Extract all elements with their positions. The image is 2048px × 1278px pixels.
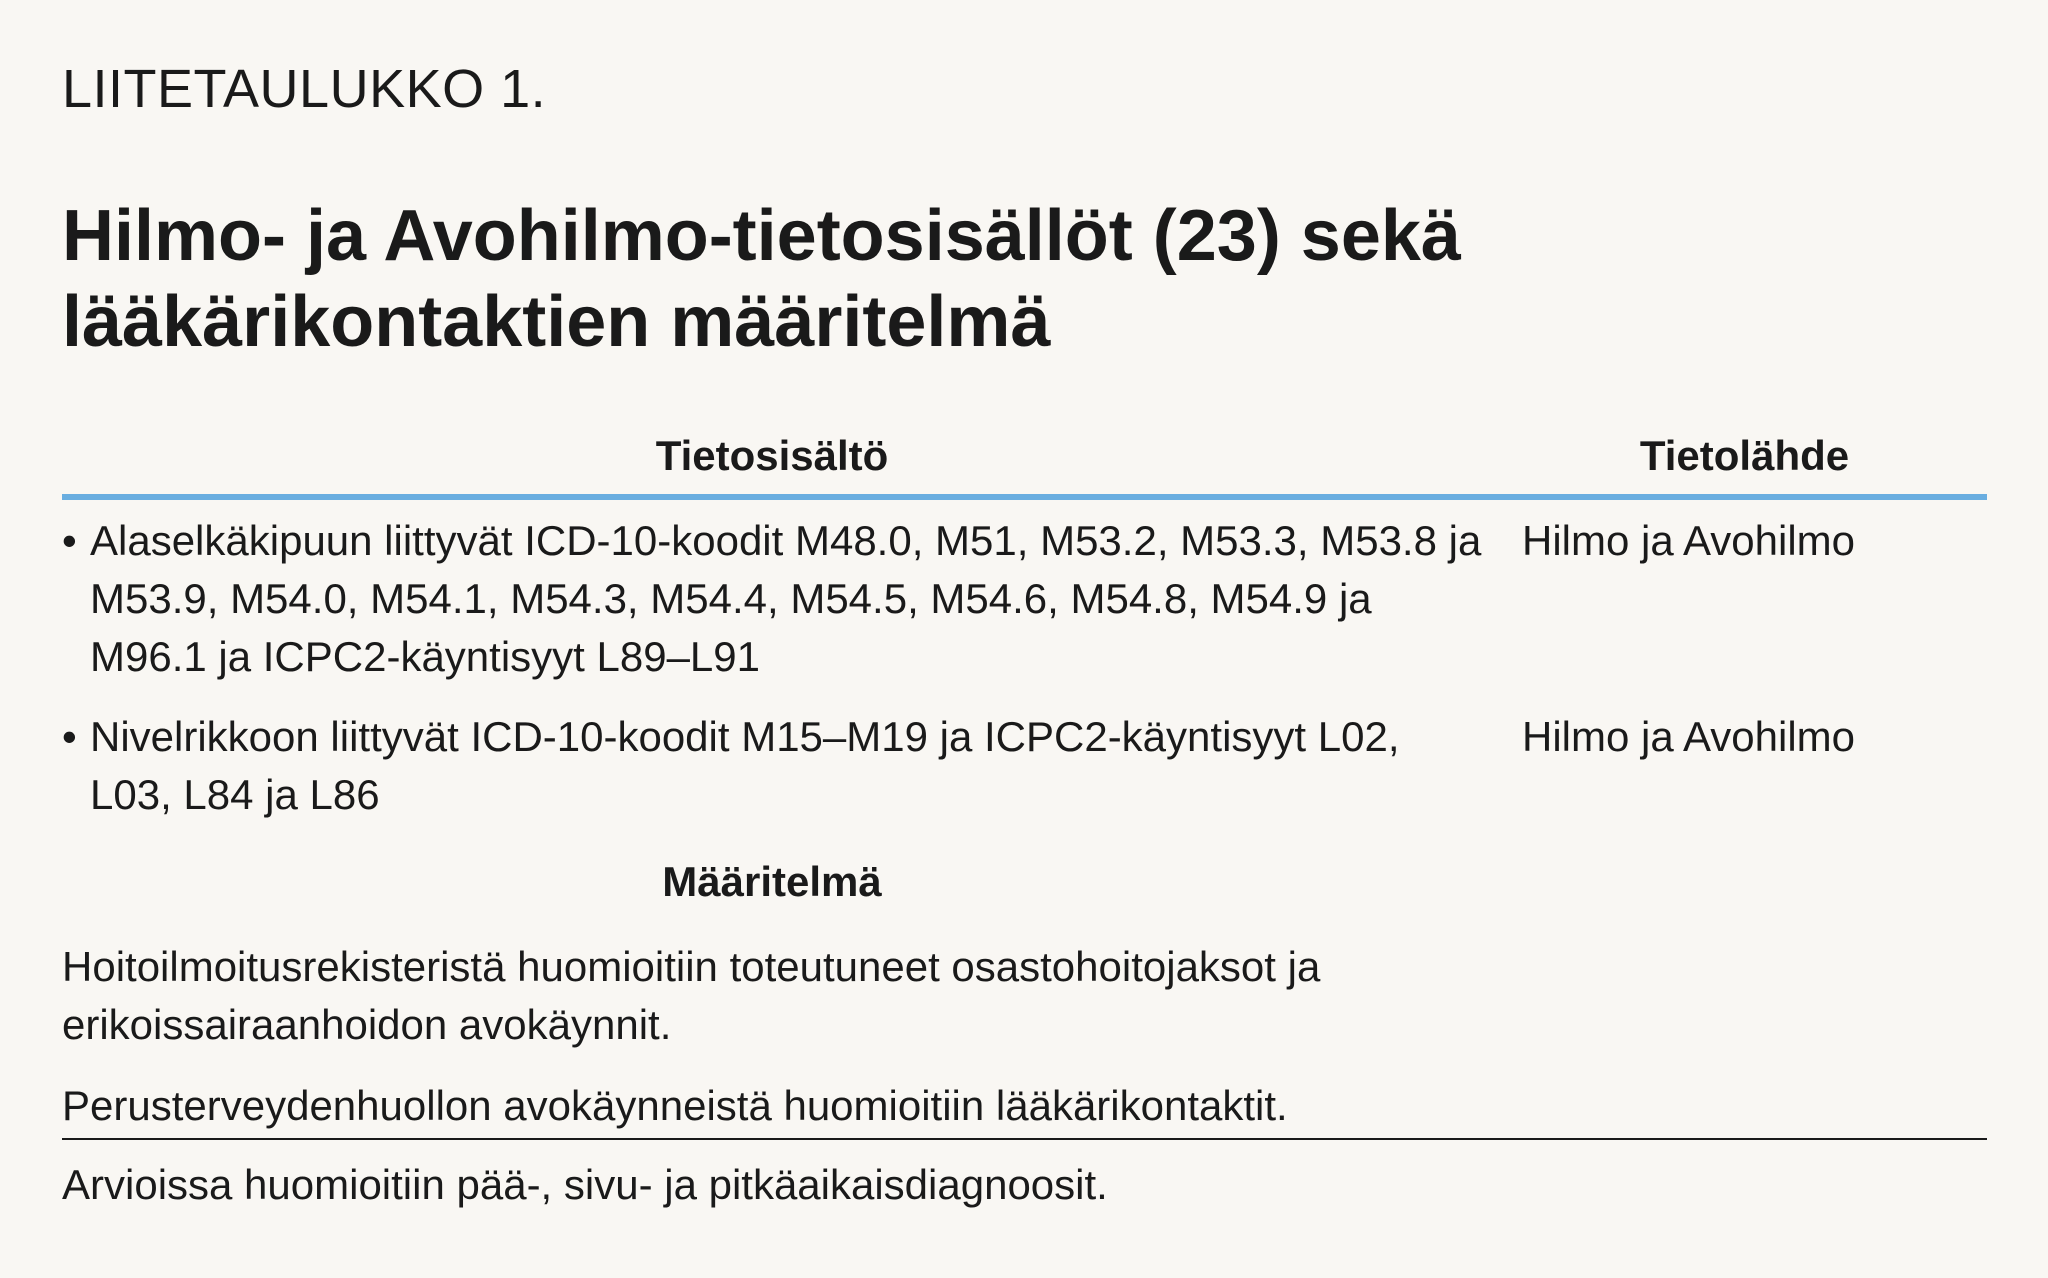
bullet-marker: • [62,517,77,564]
appendix-label: LIITETAULUKKO 1. [62,59,547,119]
bullet-marker: • [62,713,77,760]
table-row [62,708,1987,828]
header-divider [62,494,1987,500]
definition-heading: Määritelmä [662,858,882,905]
appendix-table-page [62,0,1987,1278]
row-source: Hilmo ja Avohilmo [1522,517,1856,564]
definition-paragraph: Perusterveydenhuollon avokäynneistä huomioitiin lääkärikontaktit. [62,1082,1288,1129]
definition-paragraph: Hoitoilmoitusrekisteristä huomioitiin toteutuneet osastohoitojaksot ja erikoissairaanhoidon avokäynnit. [62,943,1321,1048]
column-header-content: Tietosisältö [655,432,889,479]
footnote-divider [62,1138,1987,1140]
row-content: Nivelrikkoon liittyvät ICD-10-koodit M15–M19 ja ICPC2-käyntisyyt L02, L03, L84 ja L86 [90,713,1400,818]
row-source: Hilmo ja Avohilmo [1522,713,1856,760]
row-content: Alaselkäkipuun liittyvät ICD-10-koodit M48.0, M51, M53.2, M53.3, M53.8 ja M53.9, M54.0, M54.1, M54.3, M54.4, M54.5, M54.6, M54.8, M54.9 ja M96.1 ja ICPC2-käyntisyyt L89–L91 [90,517,1482,680]
footnote: Arvioissa huomioitiin pää-, sivu- ja pitkäaikaisdiagnoosit. [62,1161,1108,1208]
table-row [62,512,1987,692]
column-header-source: Tietolähde [1639,432,1850,479]
page-title: Hilmo- ja Avohilmo-tietosisällöt (23) sekä lääkärikontaktien määritelmä [62,196,1461,362]
